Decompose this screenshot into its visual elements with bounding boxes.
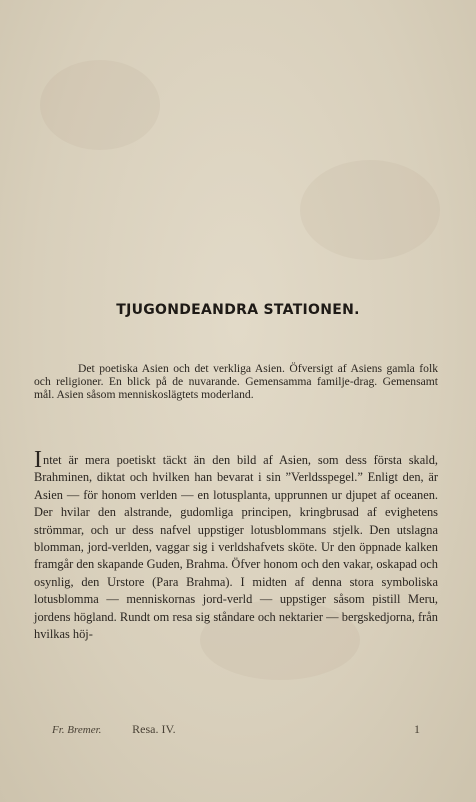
page-number: 1 xyxy=(414,722,420,736)
footer-volume: Resa. IV. xyxy=(132,722,176,736)
paper-stain xyxy=(40,60,160,150)
body-text: ntet är mera poetiskt täckt än den bild af Asien, som dess första skald, Brahminen, diktat och hvilken han bevarat i sin ”Verldsspegel.” Enligt den, är Asien — för honom verlden — en lotusplanta, upprunnen ur djupet af oceanen. Der hvilar den alstrande, gudomliga principen, kringbrusad af evighetens strömmar, och ur dess nafvel uppstiger lotusblommans stjelk. Den utslagna blomman, jord-verlden, vaggar sig i verldshafvets sköte. Ur den öppnade kalken framgår den skapande Guden, Brahma. Öfver honom och den vakar, oskapad och osynlig, den Urstore (Para Brahma). I midten af denna stora symboliska lotusblomma — menniskornas jord-verld — uppstiger såsom pistill Meru, jordens högland. Rundt om resa sig ståndare och nektarier — bergskedjorna, från hvilkas höj- xyxy=(34,453,438,642)
paper-stain xyxy=(300,160,440,260)
footer-signature: Fr. Bremer. xyxy=(52,724,102,736)
drop-cap: I xyxy=(34,447,42,473)
body-paragraph xyxy=(34,447,438,643)
chapter-summary xyxy=(34,362,438,402)
page-footer xyxy=(52,722,420,737)
chapter-title: TJUGONDEANDRA STATIONEN. xyxy=(116,302,360,318)
summary-text: Det poetiska Asien och det verkliga Asien. Öfversigt af Asiens gamla folk och religioner. En blick på de nuvarande. Gemensamma familje-drag. Gemensamt mål. Asien såsom menniskoslägtets moderland. xyxy=(34,362,438,402)
